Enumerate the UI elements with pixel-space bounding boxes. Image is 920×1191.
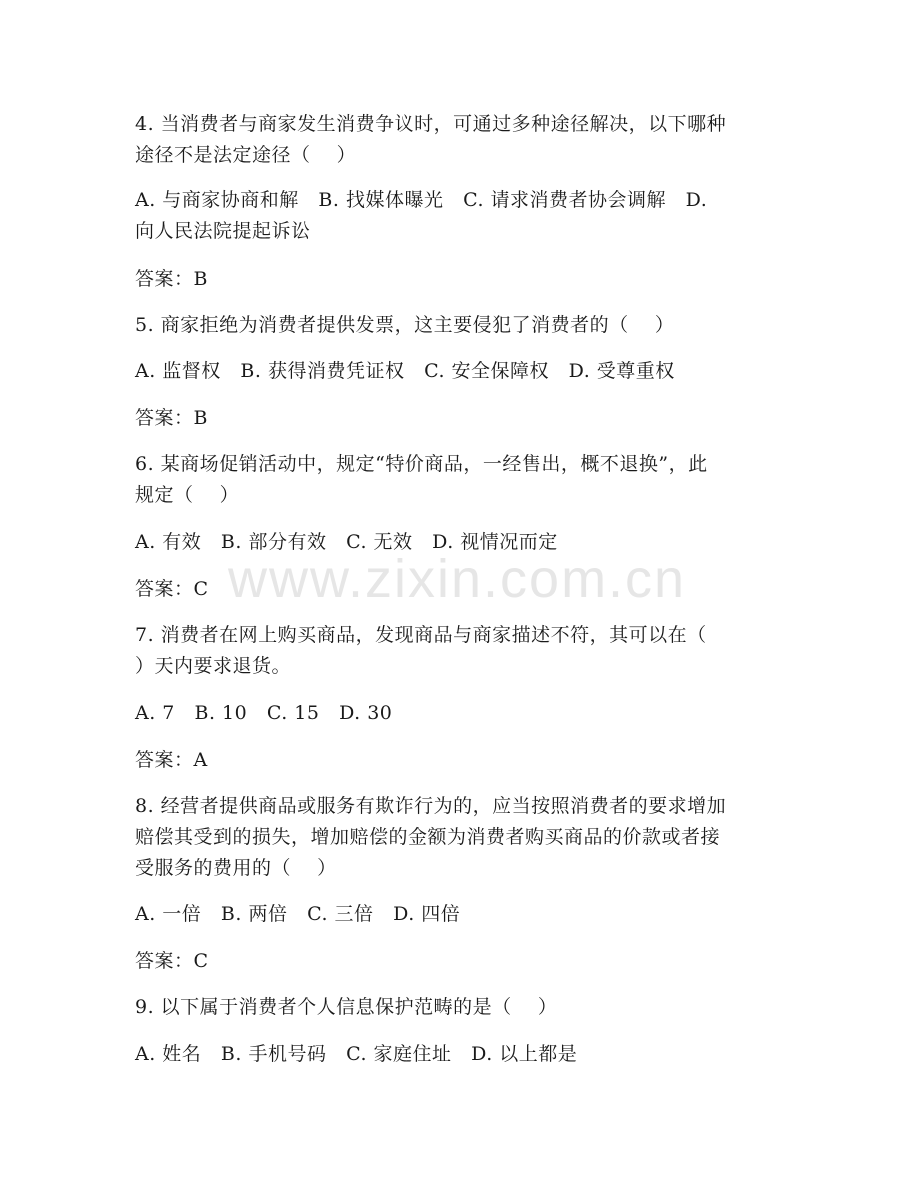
- question-8-stem-line-3: 受服务的费用的（ ）: [135, 857, 337, 879]
- question-8-options-line-1: A. 一倍 B. 两倍 C. 三倍 D. 四倍: [135, 903, 461, 925]
- question-6-options-line-1: A. 有效 B. 部分有效 C. 无效 D. 视情况而定: [135, 531, 558, 553]
- question-6-stem-line-2: 规定（ ）: [135, 484, 240, 506]
- question-5-stem-line-1: 5. 商家拒绝为消费者提供发票，这主要侵犯了消费者的（ ）: [135, 314, 675, 336]
- question-7-stem-line-2: ）天内要求退货。: [135, 655, 292, 677]
- question-4-stem-line-1: 4. 当消费者与商家发生消费争议时，可通过多种途径解决，以下哪种: [135, 113, 727, 135]
- question-4-stem-line-2: 途径不是法定途径（ ）: [135, 144, 357, 166]
- watermark: www.zixin.com.cn: [228, 549, 687, 609]
- question-6-answer: 答案：C: [135, 578, 209, 600]
- question-5-answer: 答案：B: [135, 407, 208, 429]
- question-4-options-line-2: 向人民法院提起诉讼: [135, 220, 311, 242]
- question-9-options-line-1: A. 姓名 B. 手机号码 C. 家庭住址 D. 以上都是: [135, 1043, 578, 1065]
- question-7-stem-line-1: 7. 消费者在网上购买商品，发现商品与商家描述不符，其可以在（: [135, 624, 707, 646]
- question-4-options-line-1: A. 与商家协商和解 B. 找媒体曝光 C. 请求消费者协会调解 D.: [135, 189, 708, 211]
- question-4-answer: 答案：B: [135, 268, 208, 290]
- question-7-answer: 答案：A: [135, 749, 208, 771]
- question-8-stem-line-2: 赔偿其受到的损失，增加赔偿的金额为消费者购买商品的价款或者接: [135, 826, 721, 848]
- question-7-options-line-1: A. 7 B. 10 C. 15 D. 30: [135, 702, 393, 724]
- question-5-options-line-1: A. 监督权 B. 获得消费凭证权 C. 安全保障权 D. 受尊重权: [135, 360, 675, 382]
- question-9-stem-line-1: 9. 以下属于消费者个人信息保护范畴的是（ ）: [135, 996, 558, 1018]
- question-8-stem-line-1: 8. 经营者提供商品或服务有欺诈行为的，应当按照消费者的要求增加: [135, 795, 727, 817]
- question-8-answer: 答案：C: [135, 950, 209, 972]
- question-6-stem-line-1: 6. 某商场促销活动中，规定“特价商品，一经售出，概不退换”，此: [135, 453, 708, 475]
